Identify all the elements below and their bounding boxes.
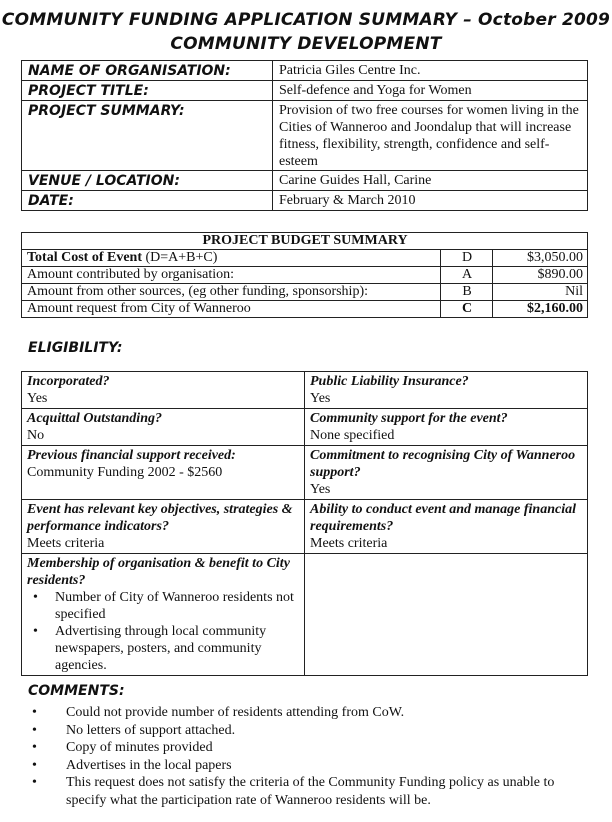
eligibility-question: Event has relevant key objectives, strategies & performance indicators?	[27, 502, 293, 534]
eligibility-question: Acquittal Outstanding?	[27, 411, 162, 426]
info-value: Provision of two free courses for women living in the Cities of Wanneroo and Joondalup that will increase fitness, flexibility, strength, confidence and self-esteem	[273, 101, 588, 171]
info-label: PROJECT TITLE:	[22, 81, 273, 101]
eligibility-question: Incorporated?	[27, 374, 110, 389]
info-value: Carine Guides Hall, Carine	[273, 171, 588, 191]
table-header-row	[22, 233, 588, 250]
table-row	[22, 191, 588, 211]
table-row	[22, 284, 588, 301]
info-label: VENUE / LOCATION:	[22, 171, 273, 191]
organisation-info-table	[21, 60, 588, 211]
info-value: Patricia Giles Centre Inc.	[273, 61, 588, 81]
info-value: February & March 2010	[273, 191, 588, 211]
eligibility-cell	[22, 372, 305, 409]
list-item: • Could not provide number of residents attending from CoW.	[66, 704, 588, 722]
document-subtitle: COMMUNITY DEVELOPMENT	[170, 34, 442, 54]
eligibility-answer: None specified	[310, 428, 395, 443]
eligibility-cell	[22, 409, 305, 446]
budget-code: D	[441, 250, 493, 267]
table-row	[22, 301, 588, 318]
document-title: COMMUNITY FUNDING APPLICATION SUMMARY – October 2009	[1, 10, 611, 30]
eligibility-answer: Community Funding 2002 - $2560	[27, 465, 223, 480]
eligibility-cell	[305, 409, 588, 446]
table-row	[22, 171, 588, 191]
info-label: PROJECT SUMMARY:	[22, 101, 273, 171]
eligibility-question: Commitment to recognising City of Wanneroo support?	[310, 448, 576, 480]
comments-list	[28, 704, 588, 809]
list-item: • This request does not satisfy the criteria of the Community Funding policy as unable to specify what the participation rate of Wanneroo residents will be.	[66, 774, 588, 809]
budget-label: Amount request from City of Wanneroo	[22, 301, 441, 318]
eligibility-cell	[22, 500, 305, 554]
eligibility-cell-empty	[305, 554, 588, 676]
budget-amount: $890.00	[493, 267, 588, 284]
budget-code: B	[441, 284, 493, 301]
list-item: • Advertises in the local papers	[66, 757, 588, 775]
list-item: • Copy of minutes provided	[66, 739, 588, 757]
table-row	[22, 267, 588, 284]
budget-label	[22, 250, 441, 267]
eligibility-question: Previous financial support received:	[27, 448, 236, 463]
eligibility-answer: Meets criteria	[310, 536, 388, 551]
eligibility-question: Public Liability Insurance?	[310, 374, 469, 389]
comments-section	[28, 704, 588, 809]
eligibility-answer: Meets criteria	[27, 536, 105, 551]
table-row	[22, 250, 588, 267]
eligibility-question: Community support for the event?	[310, 411, 508, 426]
list-item: • No letters of support attached.	[66, 722, 588, 740]
budget-label-bold: Total Cost of Event	[27, 250, 142, 265]
budget-label-text: (D=A+B+C)	[142, 250, 218, 265]
table-row	[22, 81, 588, 101]
eligibility-question: Membership of organisation & benefit to City residents?	[27, 556, 290, 588]
budget-code: C	[441, 301, 493, 318]
eligibility-answer: Yes	[27, 391, 48, 406]
budget-amount-requested: $2,160.00	[493, 301, 588, 318]
list-item: • Advertising through local community newspapers, posters, and community agencies.	[55, 623, 300, 674]
budget-summary-table	[21, 232, 588, 318]
info-label: NAME OF ORGANISATION:	[22, 61, 273, 81]
budget-amount: $3,050.00	[493, 250, 588, 267]
eligibility-cell	[305, 446, 588, 500]
eligibility-answer: Yes	[310, 391, 331, 406]
budget-label: Amount contributed by organisation:	[22, 267, 441, 284]
table-row	[22, 372, 588, 409]
budget-code: A	[441, 267, 493, 284]
eligibility-cell	[305, 500, 588, 554]
table-row	[22, 554, 588, 676]
eligibility-heading: ELIGIBILITY:	[28, 340, 123, 356]
membership-bullet-list	[27, 589, 300, 674]
table-row	[22, 101, 588, 171]
list-item: • Number of City of Wanneroo residents not specified	[55, 589, 300, 623]
comments-heading: COMMENTS:	[28, 683, 125, 699]
eligibility-cell	[22, 446, 305, 500]
table-row	[22, 61, 588, 81]
table-row	[22, 446, 588, 500]
table-row	[22, 409, 588, 446]
eligibility-cell	[305, 372, 588, 409]
table-row	[22, 500, 588, 554]
budget-heading: PROJECT BUDGET SUMMARY	[22, 233, 588, 250]
budget-amount: Nil	[493, 284, 588, 301]
info-value: Self-defence and Yoga for Women	[273, 81, 588, 101]
eligibility-answer: Yes	[310, 482, 331, 497]
eligibility-table	[21, 371, 588, 676]
info-label: DATE:	[22, 191, 273, 211]
eligibility-answer: No	[27, 428, 45, 443]
eligibility-question: Ability to conduct event and manage financial requirements?	[310, 502, 576, 534]
eligibility-cell	[22, 554, 305, 676]
budget-label: Amount from other sources, (eg other funding, sponsorship):	[22, 284, 441, 301]
